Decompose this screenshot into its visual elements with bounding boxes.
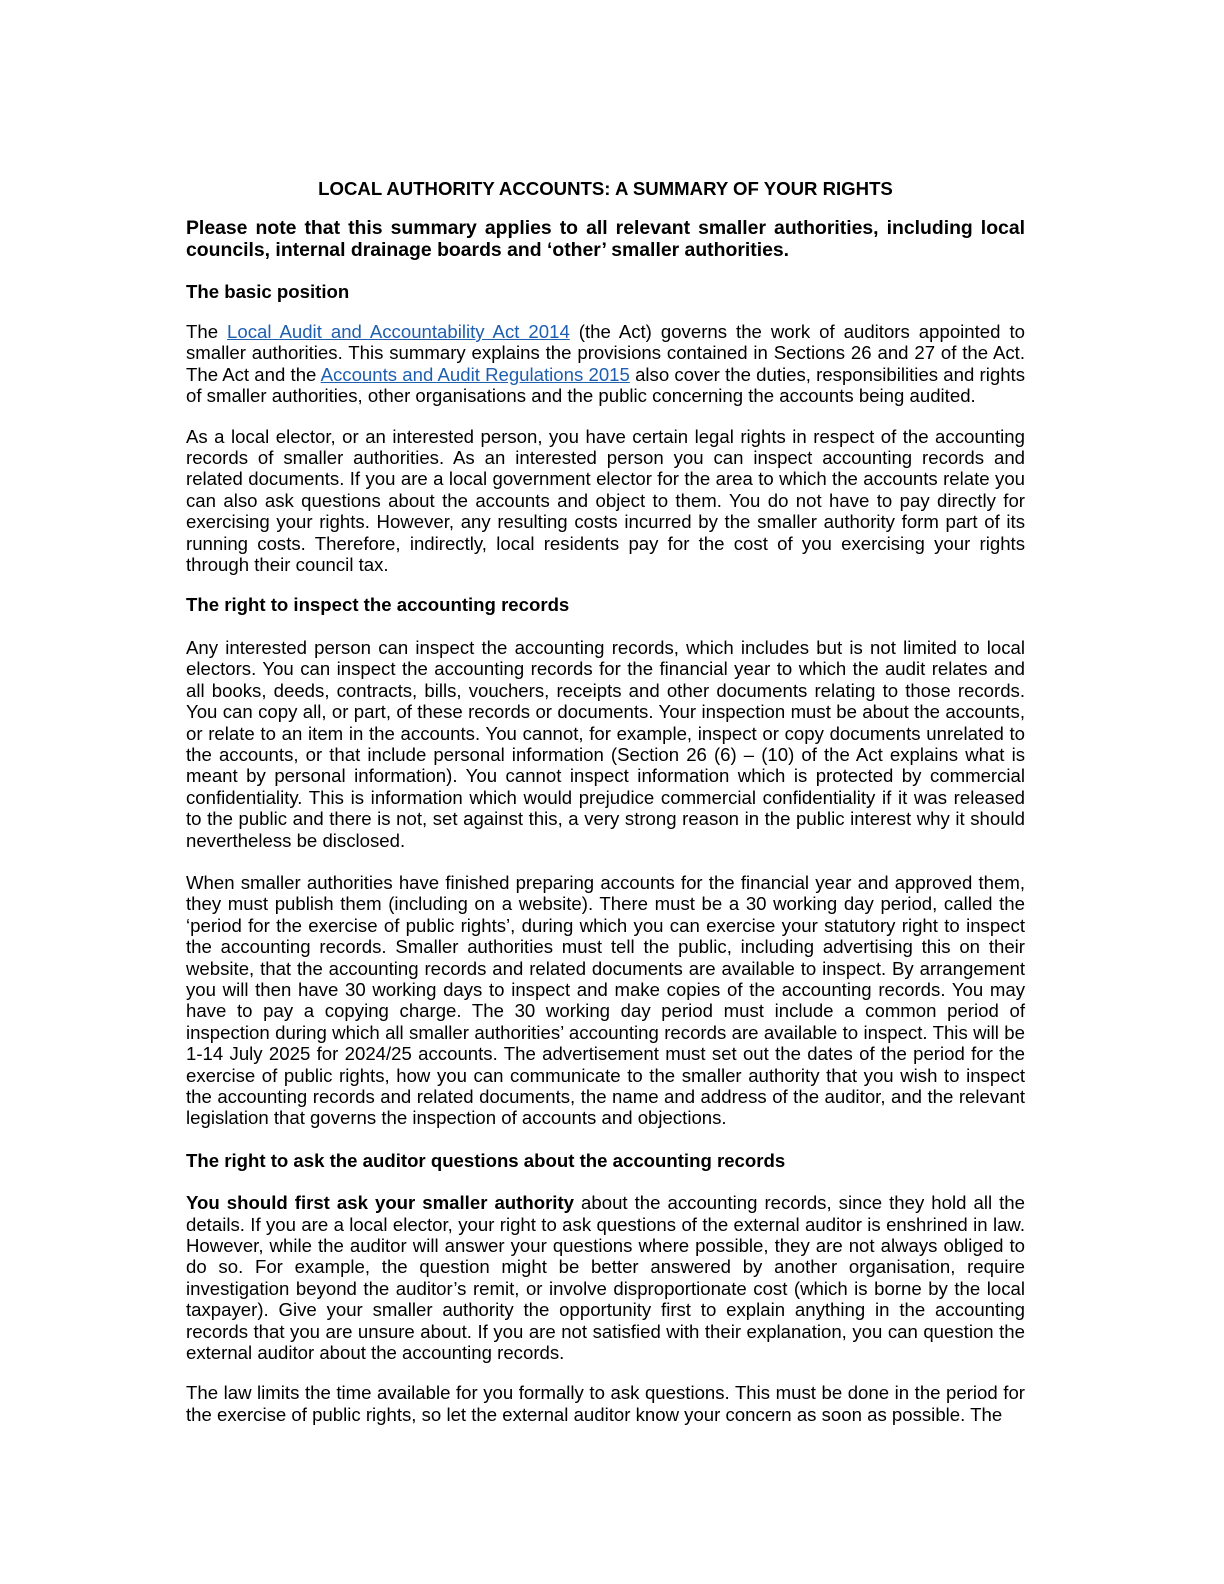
text-run: The [186, 321, 228, 342]
paragraph-inspect-2: When smaller authorities have finished preparing accounts for the financial year and approved them, they must publish them (including on a website). There must be a 30 working day period, called the ‘period for the exercise of public rights’, during which you can exercise your statutory right to inspect the accounting records. Smaller authorities must tell the public, including advertising this on their website, that the accounting records and related documents are available to inspect. By arrangement you will then have 30 working days to inspect and make copies of the accounting records. You may have to pay a copying charge. The 30 working day period must include a common period of inspection during which all smaller authorities’ accounting records are available to inspect. This will be 1-14 July 2025 for 2024/25 accounts. The advertisement must set out the dates of the period for the exercise of public rights, how you can communicate to the smaller authority that you wish to inspect the accounting records and related documents, the name and address of the auditor, and the relevant legislation that governs the inspection of accounts and objections. [186, 871, 1025, 1129]
heading-right-to-inspect: The right to inspect the accounting records [186, 594, 570, 616]
heading-right-to-ask: The right to ask the auditor questions about the accounting records [186, 1149, 786, 1171]
heading-basic-position: The basic position [186, 280, 350, 302]
paragraph-basic-2: As a local elector, or an interested person, you have certain legal rights in respect of the accounting records of smaller authorities. As an interested person you can inspect accounting records and related documents. If you are a local government elector for the area to which the accounts relate you can also ask questions about the accounts and object to them. You do not have to pay directly for exercising your rights. However, any resulting costs incurred by the smaller authority form part of its running costs. Therefore, indirectly, local residents pay for the cost of you exercising your rights through their council tax. [186, 425, 1025, 576]
link-local-audit-act[interactable]: Local Audit and Accountability Act 2014 [227, 321, 570, 342]
text-run: (the Act) governs the work of auditors appointed to smaller authorities. This summary explains the provisions contained in Sections 26 and 27 of the Act. The Act and the [186, 321, 1025, 385]
paragraph-basic-1 [186, 321, 1025, 407]
page-title: LOCAL AUTHORITY ACCOUNTS: A SUMMARY OF YOUR RIGHTS [318, 178, 893, 199]
paragraph-questions-2: The law limits the time available for you formally to ask questions. This must be done in the period for the exercise of public rights, so let the external auditor know your concern as soon as possible. The [186, 1382, 1025, 1425]
text-run: also cover the duties, responsibilities and rights of smaller authorities, other organisations and the public concerning the accounts being audited. [186, 363, 1025, 407]
document-page [186, 178, 1025, 1444]
intro-note: Please note that this summary applies to all relevant smaller authorities, including local councils, internal drainage boards and ‘other’ smaller authorities. [186, 217, 1025, 261]
paragraph-questions-1 [186, 1192, 1025, 1363]
link-accounts-audit-regulations[interactable]: Accounts and Audit Regulations 2015 [320, 363, 630, 385]
bold-lead-text: You should first ask your smaller authority [186, 1192, 575, 1214]
paragraph-inspect-1: Any interested person can inspect the accounting records, which includes but is not limited to local electors. You can inspect the accounting records for the financial year to which the audit relates and all books, deeds, contracts, bills, vouchers, receipts and other documents relating to those records. You can copy all, or part, of these records or documents. Your inspection must be about the accounts, or relate to an item in the accounts. You cannot, for example, inspect or copy documents unrelated to the accounts, or that include personal information (Section 26 (6) – (10) of the Act explains what is meant by personal information). You cannot inspect information which is protected by commercial confidentiality. This is information which would prejudice commercial confidentiality if it was released to the public and there is not, set against this, a very strong reason in the public interest why it should nevertheless be disclosed. [186, 636, 1025, 851]
text-run: about the accounting records, since they hold all the details. If you are a local elector, your right to ask questions of the external auditor is enshrined in law. However, while the auditor will answer your questions where possible, they are not always obliged to do so. For example, the question might be better answered by another organisation, require investigation beyond the auditor’s remit, or involve disproportionate cost (which is borne by the local taxpayer). Give your smaller authority the opportunity first to explain anything in the accounting records that you are unsure about. If you are not satisfied with their explanation, you can question the external auditor about the accounting records. [186, 1192, 1025, 1364]
